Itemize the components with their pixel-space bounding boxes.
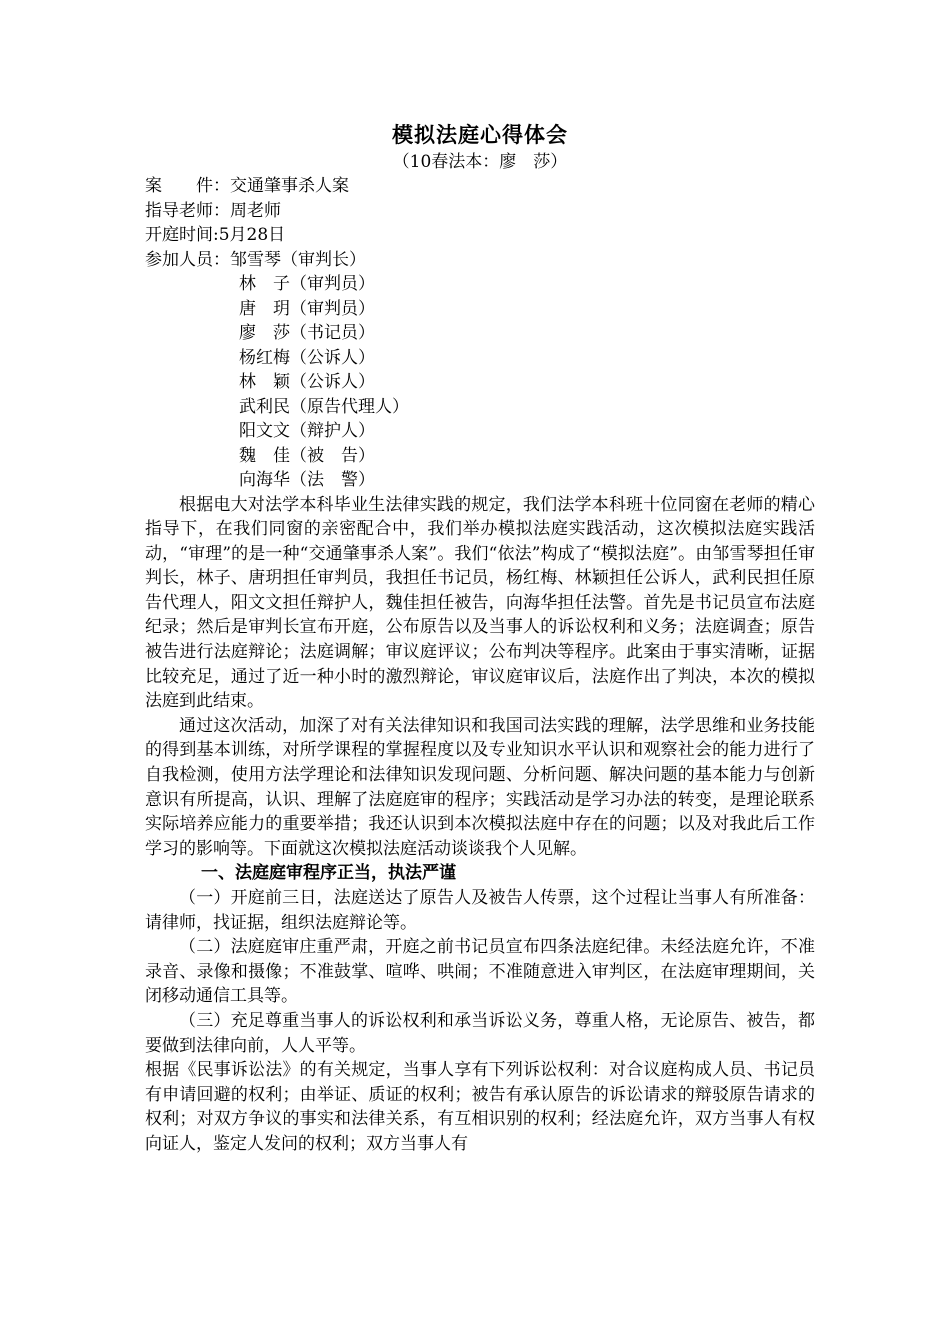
date-line: 开庭时间:5月28日	[145, 225, 286, 245]
member-item: 唐 玥（审判员）	[239, 298, 375, 319]
document-title: 模拟法庭心得体会	[392, 122, 568, 147]
member-item: 廖 莎（书记员）	[239, 323, 375, 343]
member-item: 魏 佳（被 告）	[239, 445, 375, 466]
body-paragraph-2: 通过这次活动，加深了对有关法律知识和我国司法实践的理解，法学思维和业务技能的得到基本训练，对所学课程的掌握程度以及专业知识水平认识和观察社会的能力进行了自我检测，使用方法学理论和法律知识发现问题、分析问题、解决问题的基本能力与创新意识有所提高，认识、理解了法庭庭审的程序；实践活动是学习办法的转变，是理论联系实际培养应能力的重要举措；我还认识到本次模拟法庭中存在的问题；以及对我此后工作学习的影响等。下面就这次模拟法庭活动谈谈我个人见解。	[145, 715, 815, 859]
body-paragraph-1: 根据电大对法学本科毕业生法律实践的规定，我们法学本科班十位同窗在老师的精心指导下，在我们同窗的亲密配合中，我们举办模拟法庭实践活动，这次模拟法庭实践活动，“审理”的是一种“交通肇事杀人案”。我们“依法”构成了“模拟法庭”。由邹雪琴担任审判长，林子、唐玥担任审判员，我担任书记员，杨红梅、林颖担任公诉人，武利民担任原告代理人，阳文文担任辩护人，魏佳担任被告，向海华担任法警。首先是书记员宣布法庭纪录；然后是审判长宣布开庭，公布原告以及当事人的诉讼权利和义务；法庭调查；原告被告进行法庭辩论；法庭调解；审议庭评议；公布判决等程序。此案由于事实清晰，证据比较充足，通过了近一种小时的激烈辩论，审议庭审议后，法庭作出了判决，本次的模拟法庭到此结束。	[145, 494, 815, 712]
list-item-2: （二）法庭庭审庄重严肃，开庭之前书记员宣布四条法庭纪律。未经法庭允许，不准录音、录像和摄像；不准鼓掌、喧哗、哄闹；不准随意进入审判区，在法庭审理期间，关闭移动通信工具等。	[145, 937, 815, 1007]
list-item-3: （三）充足尊重当事人的诉讼权利和承当诉讼义务，尊重人格，无论原告、被告，都要做到法律向前，人人平等。	[145, 1010, 815, 1056]
document-subtitle: （10春法本：廖 莎）	[392, 152, 568, 172]
member-item: 林 颖（公诉人）	[239, 372, 375, 392]
body-paragraph-3: 根据《民事诉讼法》的有关规定，当事人享有下列诉讼权利：对合议庭构成人员、书记员有申请回避的权利；由举证、质证的权利；被告有承认原告的诉讼请求的辩驳原告请求的权利；对双方争议的事实和法律关系，有互相识别的权利；经法庭允许，双方当事人有权向证人，鉴定人发问的权利；双方当事人有	[145, 1060, 815, 1154]
teacher-line: 指导老师：周老师	[145, 200, 281, 221]
member-item: 林 子（审判员）	[239, 274, 375, 294]
member-item: 向海华（法 警）	[239, 470, 375, 490]
case-line: 案 件：交通肇事杀人案	[145, 176, 349, 196]
member-item: 阳文文（辩护人）	[239, 421, 375, 441]
document-page	[145, 120, 815, 1157]
member-item: 杨红梅（公诉人）	[239, 347, 375, 368]
participants-line: 参加人员：邹雪琴（审判长）	[145, 249, 366, 270]
list-item-1: （一）开庭前三日，法庭送达了原告人及被告人传票，这个过程让当事人有所准备：请律师，找证据，组织法庭辩论等。	[145, 888, 815, 933]
member-item: 武利民（原告代理人）	[239, 396, 409, 417]
section-heading-1: 一、法庭庭审程序正当，执法严谨	[201, 863, 456, 884]
